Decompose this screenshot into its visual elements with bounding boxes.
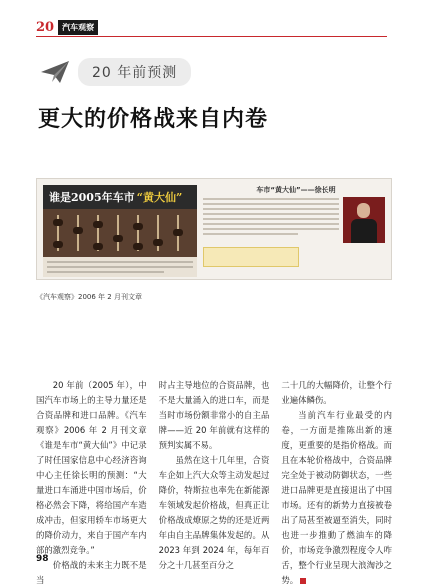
kicker-label: 20 年前预测 [78, 58, 191, 86]
portrait-photo [343, 197, 385, 243]
masthead-name: 汽车观察 [58, 20, 98, 35]
paragraph: 二十几的大幅降价，让整个行业遍体鳞伤。 [281, 380, 393, 405]
masthead [36, 20, 98, 35]
paper-plane-icon [40, 60, 70, 84]
paragraph: 价格战的未来主力既不是当 [36, 560, 147, 585]
end-mark-icon [300, 578, 306, 584]
scan-highlight-box [203, 247, 299, 267]
article-column-3 [281, 378, 393, 585]
archive-scan [36, 178, 392, 280]
paragraph: 20 年前（2005 年），中国汽车市场上的主导力量还是合资品牌和进口品牌。《汽车观察》2006 年 2 月刊文章《谁是车市“黄大仙”》中记录了时任国家信息中心经济咨询中心主任徐长明的预测：“大量进口车涌进中国市场后，价格必然会下降，将给国产车造成冲击，但家用轿车市场更大的降价动力，来自于国产车内部的激烈竞争。” [36, 380, 147, 555]
scan-right-title: 车市“黄大仙”——徐长明 [256, 186, 336, 194]
paragraph: 时占主导地位的合资品牌，也不是大量涌入的进口车，而是当时市场份额非常小的自主品牌——近 20 年前就有这样的预判实属不易。 [158, 380, 270, 450]
page-number: 98 [36, 554, 49, 564]
headline: 更大的价格战来自内卷 [38, 107, 269, 132]
scan-left-text [47, 261, 193, 276]
scan-left-page [43, 185, 197, 277]
scan-caption: 《汽车观察》2006 年 2 月刊文章 [36, 293, 142, 301]
abacus-image [43, 209, 197, 257]
masthead-mark: 20 [36, 20, 55, 35]
kicker [40, 58, 191, 86]
scan-right-text [203, 198, 339, 235]
scan-right-page [203, 185, 389, 277]
paragraph: 虽然在这十几年里，合资车企如上汽大众等主动发起过降价，特斯拉也率先在新能源车领域发起价格战，但真正让价格战成燎原之势的还是近两年由自主品牌集体发起的。从 2023 年到 2024 年，每年百分之十几甚至百分之 [158, 455, 270, 570]
paragraph: 当前汽车行业最受的内卷，一方面是推陈出新的速度，更重要的是指价格战。而且在本轮价格战中，合资品牌完全处于被动防御状态，一些进口品牌更是直接退出了中国市场。还有的新势力直接被卷出了局甚至被逼至消失，同时也进一步推動了燃油车的降价，市场竞争激烈程度令人咋舌，整个行业呈现大浪淘沙之势。 [281, 410, 393, 585]
scan-left-title: 谁是2005年车市 “黄大仙” [43, 185, 197, 209]
article-column-2 [158, 378, 270, 570]
top-rule [36, 36, 387, 37]
